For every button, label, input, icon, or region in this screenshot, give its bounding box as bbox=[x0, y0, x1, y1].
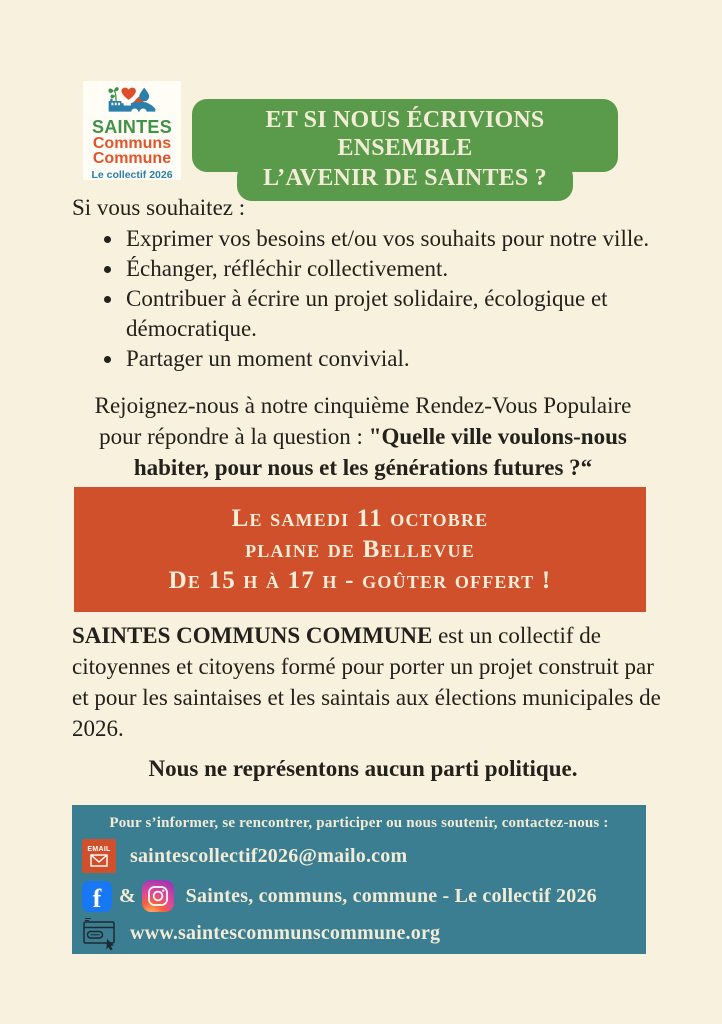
wish-list bbox=[72, 224, 657, 374]
email-icon-label: EMAIL bbox=[87, 845, 111, 853]
facebook-glyph: f bbox=[92, 883, 102, 912]
social-row bbox=[80, 880, 638, 912]
logo bbox=[83, 81, 181, 180]
envelope-icon bbox=[90, 854, 108, 867]
slogan: Nous ne représentons aucun parti politique. bbox=[148, 756, 578, 781]
camera-icon bbox=[148, 886, 168, 906]
email-row bbox=[80, 839, 638, 873]
invitation-normal: Rejoignez-nous à notre cinquième Rendez-Vous Populaire pour répondre à la question : bbox=[94, 393, 632, 449]
website-row bbox=[80, 916, 638, 951]
intro-lead: Si vous souhaitez : bbox=[72, 195, 246, 220]
invitation-question: "Quelle ville voulons-nous habiter, pour nous et les générations futures ?“ bbox=[133, 424, 627, 480]
email-icon bbox=[82, 839, 116, 873]
contact-footer bbox=[72, 805, 646, 954]
logo-subtitle-commune: Commune bbox=[92, 150, 172, 168]
ampersand: & bbox=[119, 884, 136, 907]
list-item: • Contribuer à écrire un projet solidaire, écologique et démocratique. bbox=[124, 284, 657, 344]
list-item: • Exprimer vos besoins et/ou vos souhaits pour notre ville. bbox=[124, 224, 657, 254]
invitation-text bbox=[72, 390, 654, 483]
intro-section bbox=[72, 193, 657, 374]
about-text bbox=[72, 620, 667, 744]
about-collective-name: SAINTES COMMUNS COMMUNE bbox=[72, 623, 433, 648]
event-date: Le samedi 11 octobre bbox=[231, 505, 489, 532]
event-time: De 15 h à 17 h - goûter offert ! bbox=[168, 567, 552, 594]
headline-banner bbox=[192, 99, 618, 201]
headline-line1: ET SI NOUS ÉCRIVIONS ENSEMBLE bbox=[192, 99, 618, 172]
list-item: • Échanger, réfléchir collectivement. bbox=[124, 254, 657, 284]
email-address: saintescollectif2026@mailo.com bbox=[130, 844, 408, 867]
browser-icon bbox=[82, 916, 118, 951]
logo-tagline: Le collectif 2026 bbox=[91, 168, 173, 181]
headline-line2: L’AVENIR DE SAINTES ? bbox=[237, 162, 573, 200]
logo-title: SAINTES bbox=[91, 117, 173, 138]
event-place: plaine de Bellevue bbox=[245, 536, 475, 563]
logo-graphic-icon bbox=[90, 86, 174, 117]
list-item: • Partager un moment convivial. bbox=[124, 344, 657, 374]
logo-subtitle-communs: Communs bbox=[92, 135, 172, 153]
footer-heading: Pour s’informer, se rencontrer, participer ou nous soutenir, contactez-nous : bbox=[109, 815, 609, 831]
instagram-icon bbox=[142, 880, 174, 912]
facebook-icon bbox=[82, 881, 112, 912]
website-url: www.saintescommunscommune.org bbox=[130, 922, 441, 944]
event-banner bbox=[74, 487, 646, 612]
social-handle: Saintes, communs, commune - Le collectif 2026 bbox=[185, 884, 597, 907]
about-description: est un collectif de citoyennes et citoyens formé pour porter un projet construit par et pour les saintaises et les saintais aux élections municipales de 2026. bbox=[72, 623, 661, 741]
